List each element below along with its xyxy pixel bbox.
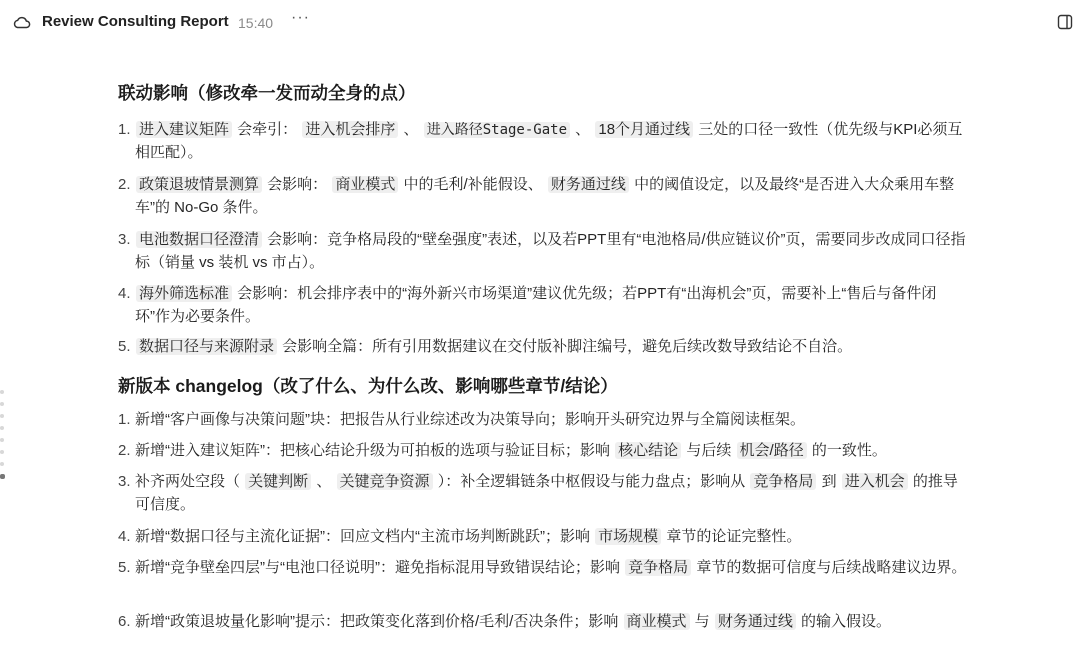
list-item-text: [118, 409, 968, 432]
document-title: Review Consulting Report: [42, 13, 229, 30]
list-item-text: [118, 229, 968, 274]
inline-code-chip: 商业模式: [624, 613, 690, 630]
inline-code-chip: 机会/路径: [737, 442, 807, 459]
inline-code-chip: 核心结论: [615, 442, 681, 459]
inline-code-chip: 进入机会排序: [302, 121, 398, 138]
inline-code-chip: 数据口径与来源附录: [136, 338, 277, 355]
inline-code-chip: 商业模式: [332, 176, 398, 193]
list-item-text: [118, 440, 968, 463]
list-item-text: [118, 557, 968, 580]
text-run: 会影响：: [263, 176, 332, 193]
list-number: 3.: [118, 231, 131, 248]
text-run: 的一致性。: [807, 442, 887, 459]
list-number: 1.: [118, 411, 131, 428]
inline-code-chip: 关键竞争资源: [337, 473, 433, 490]
inline-code-chip: 关键判断: [245, 473, 311, 490]
inline-code-chip: 进入建议矩阵: [136, 121, 232, 138]
text-run: 的输入假设。: [796, 613, 892, 630]
text-run: 新增“客户画像与决策问题”块：把报告从行业综述改为决策导向；影响开头研究边界与全篇阅读框架。: [135, 411, 805, 428]
text-run: 、: [399, 121, 423, 138]
inline-code-chip: 市场规模: [595, 528, 661, 545]
text-run: 与后续: [682, 442, 736, 459]
list-item-text: [118, 526, 968, 549]
text-run: 新增“进入建议矩阵”：把核心结论升级为可拍板的选项与验证目标；影响: [135, 442, 615, 459]
inline-code-chip: 进入路径Stage-Gate: [424, 122, 570, 138]
list-item: [118, 611, 968, 634]
list-item: [118, 440, 968, 463]
inline-code-chip: 竞争格局: [750, 473, 816, 490]
inline-code-chip: 进入机会: [842, 473, 908, 490]
text-run: 会牵引：: [233, 121, 302, 138]
list-number: 5.: [118, 559, 131, 576]
list-number: 1.: [118, 121, 131, 138]
list-item: [118, 174, 968, 219]
inline-code-chip: 18个月通过线: [595, 121, 693, 138]
list-number: 2.: [118, 442, 131, 459]
list-number: 5.: [118, 338, 131, 355]
text-run: 新增“竞争壁垒四层”与“电池口径说明”：避免指标混用导致错误结论；影响: [135, 559, 625, 576]
list-item-text: [118, 611, 968, 634]
text-run: 与: [690, 613, 714, 630]
list-item-text: [118, 283, 968, 328]
list-number: 4.: [118, 285, 131, 302]
list-number: 6.: [118, 613, 131, 630]
heading-linked-impacts: 联动影响（修改牵一发而动全身的点）: [118, 83, 416, 103]
inline-code-chip: 竞争格局: [625, 559, 691, 576]
list-item-text: [118, 336, 968, 359]
heading-changelog: 新版本 changelog（改了什么、为什么改、影响哪些章节/结论）: [118, 376, 618, 396]
list-item-text: [118, 119, 968, 164]
text-run: 新增“政策退坡量化影响”提示：把政策变化落到价格/毛利/否决条件；影响: [135, 613, 623, 630]
list-item: [118, 557, 968, 580]
text-run: ）：补全逻辑链条中枢假设与能力盘点；影响从: [433, 473, 750, 490]
text-run: 会影响全篇：所有引用数据建议在交付版补脚注编号，避免后续改数导致结论不自洽。: [278, 338, 853, 355]
inline-code-chip: 电池数据口径澄清: [136, 231, 262, 248]
inline-code-chip: 财务通过线: [715, 613, 796, 630]
more-options-button[interactable]: ···: [291, 9, 310, 26]
text-run: 的推导可信度。: [135, 473, 958, 513]
list-item: [118, 336, 968, 359]
text-run: 、: [571, 121, 595, 138]
text-run: 三处的口径一致性（优先级与KPI必须互相匹配）。: [135, 121, 963, 161]
list-item-text: [118, 471, 968, 516]
text-run: 会影响：竞争格局段的“壁垒强度”表述，以及若PPT里有“电池格局/供应链议价”页，需要同步改成同口径指标（销量 vs 装机 vs 市占）。: [135, 231, 966, 271]
list-item: [118, 229, 968, 274]
list-number: 2.: [118, 176, 131, 193]
text-run: 章节的数据可信度与后续战略建议边界。: [692, 559, 967, 576]
list-item: [118, 283, 968, 328]
text-run: 章节的论证完整性。: [662, 528, 802, 545]
last-saved-time: 15:40: [238, 15, 274, 31]
list-item: [118, 119, 968, 164]
list-item: [118, 526, 968, 549]
text-run: 中的阈值设定，以及最终“是否进入大众乘用车整车”的 No-Go 条件。: [135, 176, 955, 216]
list-item: [118, 471, 968, 516]
text-run: 新增“数据口径与主流化证据”：回应文档内“主流市场判断跳跃”；影响: [135, 528, 595, 545]
inline-code-chip: 财务通过线: [548, 176, 629, 193]
list-item: [118, 409, 968, 432]
list-number: 3.: [118, 473, 131, 490]
inline-code-chip: 海外筛选标准: [136, 285, 232, 302]
list-number: 4.: [118, 528, 131, 545]
text-run: 会影响：机会排序表中的“海外新兴市场渠道”建议优先级；若PPT有“出海机会”页，需要补上“售后与备件闭环”作为必要条件。: [135, 285, 937, 325]
text-run: 中的毛利/补能假设、: [399, 176, 547, 193]
inline-code-chip: 政策退坡情景测算: [136, 176, 262, 193]
text-run: 、: [312, 473, 336, 490]
text-run: 补齐两处空段（: [135, 473, 245, 490]
list-item-text: [118, 174, 968, 219]
text-run: 到: [817, 473, 841, 490]
